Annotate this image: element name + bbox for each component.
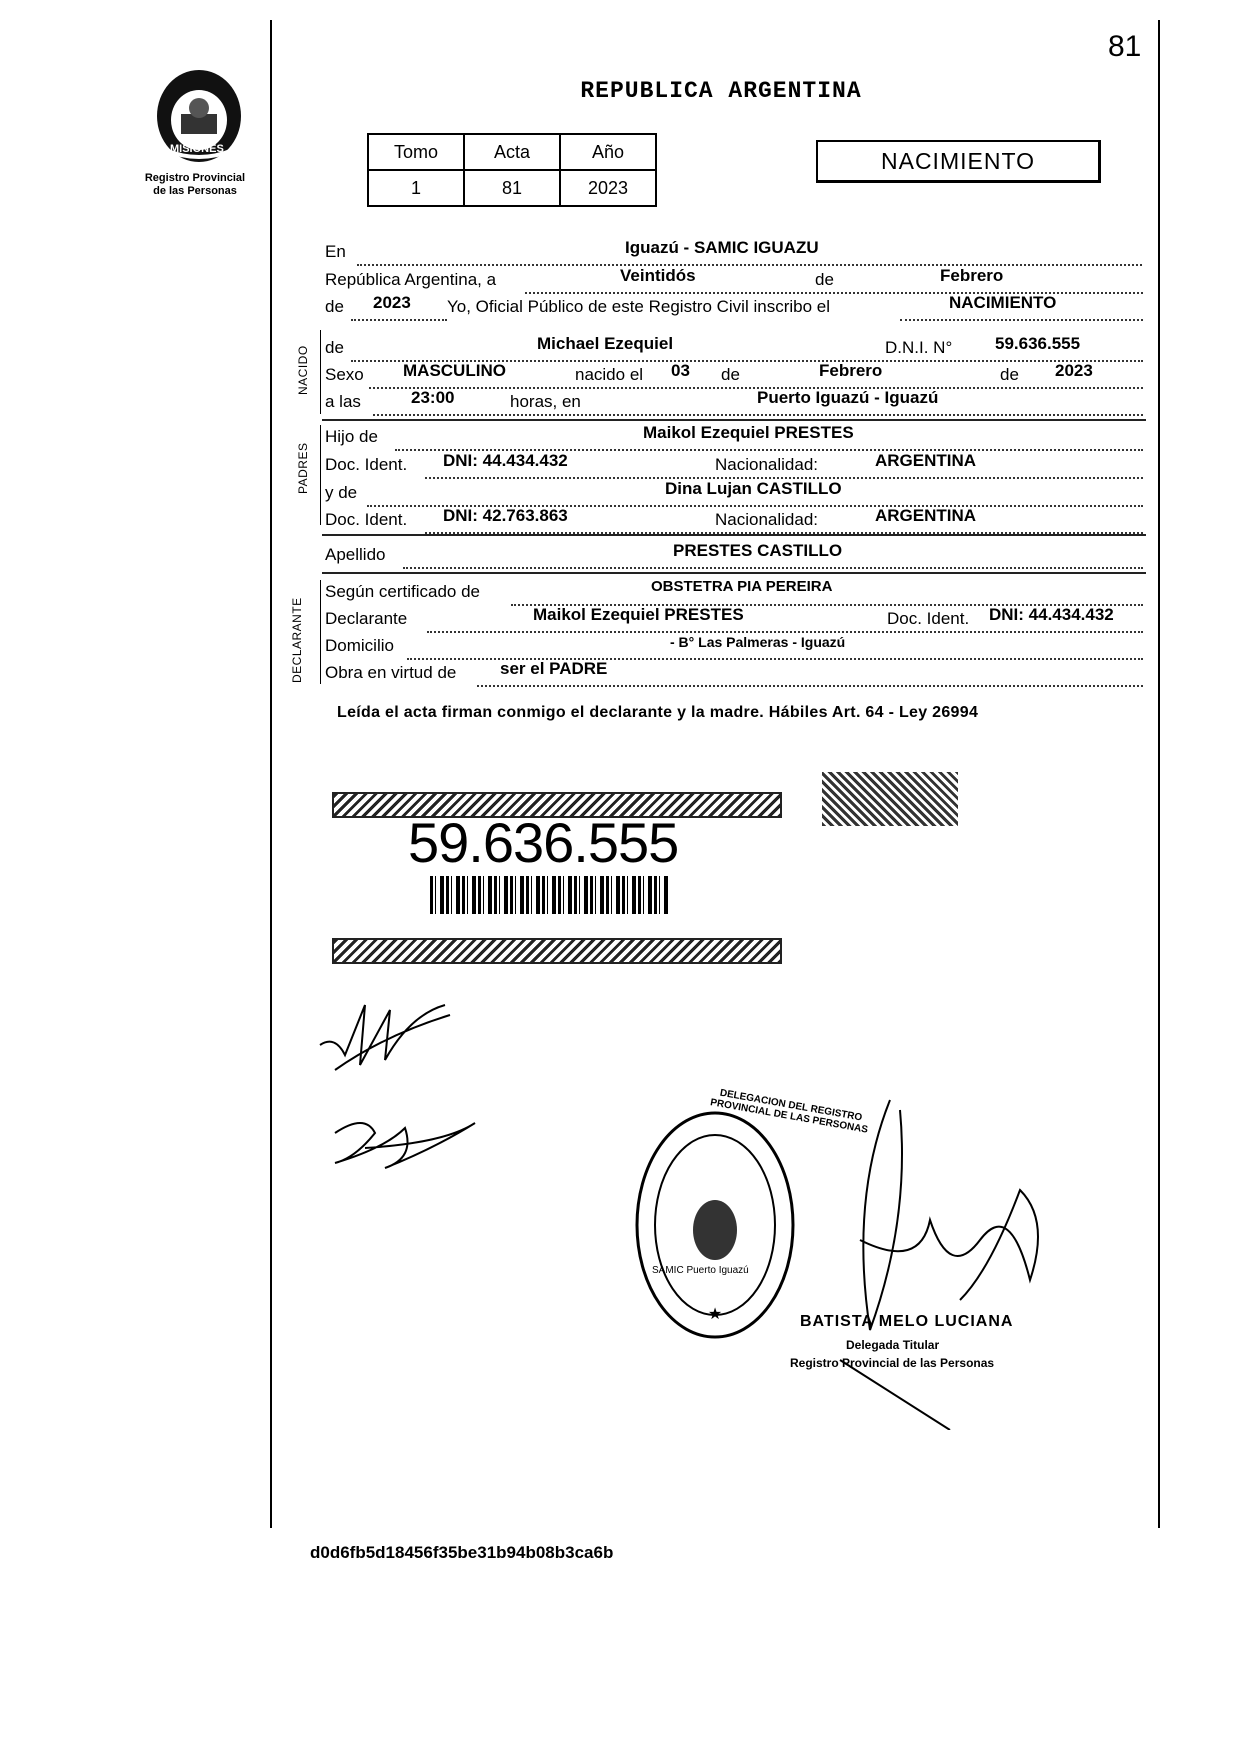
section-label-padres: PADRES	[296, 442, 310, 494]
row-madre-doc	[325, 506, 1145, 536]
stamp-inner: SAMIC Puerto Iguazú	[652, 1265, 749, 1276]
section-label-declarante: DECLARANTE	[290, 597, 304, 683]
label: Apellido	[325, 545, 386, 564]
padre-doc-value: DNI: 44.434.432	[443, 451, 568, 470]
record-type-box: NACIMIENTO	[816, 140, 1101, 183]
section-bar	[320, 425, 321, 525]
label: nacido el	[575, 365, 644, 384]
obra-value: ser el PADRE	[500, 659, 608, 678]
apellido-value: PRESTES CASTILLO	[673, 541, 843, 560]
row-declarante	[325, 605, 1145, 635]
document-hash: d0d6fb5d18456f35be31b94b08b3ca6b	[310, 1543, 614, 1562]
dia-value: 03	[671, 361, 690, 380]
row-apellido	[325, 541, 1145, 571]
madre-value: Dina Lujan CASTILLO	[665, 479, 842, 498]
label: de	[325, 297, 344, 316]
left-margin-line	[270, 20, 272, 1528]
madre-nac-value: ARGENTINA	[875, 506, 977, 525]
page-number: 81	[1108, 30, 1142, 63]
security-pattern-bottom	[332, 938, 782, 964]
table-header: Acta	[464, 134, 560, 170]
label: de	[721, 365, 740, 384]
registry-caption: Registro Provincial de las Personas	[144, 172, 246, 197]
madre-doc-value: DNI: 42.763.863	[443, 506, 568, 525]
row-hijo-de	[325, 423, 1145, 453]
decl-value: Maikol Ezequiel PRESTES	[533, 605, 744, 624]
official-office: Registro Provincial de las Personas	[790, 1356, 995, 1370]
dni-value: 59.636.555	[995, 334, 1081, 353]
acta-table	[367, 133, 657, 207]
official-stamp	[630, 1105, 800, 1345]
label: D.N.I. N°	[885, 338, 953, 357]
table-header: Tomo	[368, 134, 464, 170]
sexo-value: MASCULINO	[403, 361, 506, 380]
mother-signature	[325, 1108, 485, 1178]
row-domicilio	[325, 636, 1145, 662]
label: Nacionalidad:	[715, 510, 819, 529]
table-header: Año	[560, 134, 656, 170]
inscribo-text: Yo, Oficial Público de este Registro Civil inscribo el	[447, 297, 830, 316]
label: Doc. Ident.	[887, 609, 970, 628]
label: Nacionalidad:	[715, 455, 819, 474]
divider	[322, 534, 1146, 536]
tipo-inscripcion: NACIMIENTO	[949, 293, 1057, 312]
official-role: Delegada Titular	[846, 1338, 940, 1352]
label: República Argentina, a	[325, 270, 497, 289]
seal-text: MISIONES	[170, 143, 224, 155]
divider	[322, 572, 1146, 574]
section-bar	[320, 580, 321, 684]
section-label-nacido: NACIDO	[296, 345, 310, 395]
label: Hijo de	[325, 427, 378, 446]
svg-text:★: ★	[707, 1304, 723, 1323]
label: Declarante	[325, 609, 408, 628]
label: de	[325, 338, 344, 357]
label: Sexo	[325, 365, 364, 384]
stamp-text: DELEGACION DEL REGISTRO PROVINCIAL DE LAS PERSONAS	[709, 1087, 869, 1136]
label: Según certificado de	[325, 582, 480, 601]
anio-value: 2023	[1055, 361, 1093, 380]
declarant-signature	[315, 995, 455, 1085]
row-en	[325, 238, 1145, 268]
divider	[322, 419, 1146, 421]
hora-value: 23:00	[411, 388, 455, 407]
mes-value: Febrero	[940, 266, 1004, 285]
decl-doc-value: DNI: 44.434.432	[989, 605, 1114, 624]
barcode	[430, 876, 670, 914]
row-nacido-hora	[325, 388, 1145, 418]
cert-value: OBSTETRA PIA PEREIRA	[651, 578, 833, 595]
right-margin-line	[1158, 20, 1160, 1528]
reading-note: Leída el acta firman conmigo el declarante y la madre. Hábiles Art. 64 - Ley 26994	[337, 704, 979, 721]
table-cell: 2023	[560, 170, 656, 206]
table-cell: 81	[464, 170, 560, 206]
label: Domicilio	[325, 636, 394, 655]
label: de	[815, 270, 834, 289]
table-cell: 1	[368, 170, 464, 206]
label: de	[1000, 365, 1019, 384]
section-bar	[320, 330, 321, 414]
official-signature	[830, 1080, 1080, 1430]
mes-value: Febrero	[819, 361, 883, 380]
row-obra	[325, 659, 1145, 689]
padre-value: Maikol Ezequiel PRESTES	[643, 423, 854, 442]
official-name: BATISTA MELO LUCIANA	[800, 1313, 1014, 1330]
label: horas, en	[510, 392, 581, 411]
anio-value: 2023	[373, 293, 411, 312]
lugar-value: Iguazú - SAMIC IGUAZU	[625, 238, 819, 257]
country-title: REPUBLICA ARGENTINA	[580, 78, 862, 104]
row-padre-doc	[325, 451, 1145, 481]
dni-big: 59.636.555	[408, 811, 679, 874]
nombre-value: Michael Ezequiel	[537, 334, 674, 353]
label: Obra en virtud de	[325, 663, 457, 682]
label: y de	[325, 483, 358, 502]
lugar-value: Puerto Iguazú - Iguazú	[757, 388, 939, 407]
dom-value: - B° Las Palmeras - Iguazú	[670, 634, 846, 650]
label: Doc. Ident.	[325, 510, 408, 529]
security-patch	[822, 772, 958, 826]
padre-nac-value: ARGENTINA	[875, 451, 977, 470]
dia-value: Veintidós	[620, 266, 696, 285]
row-anio	[325, 293, 1145, 323]
label: En	[325, 242, 346, 261]
label: Doc. Ident.	[325, 455, 408, 474]
label: a las	[325, 392, 361, 411]
